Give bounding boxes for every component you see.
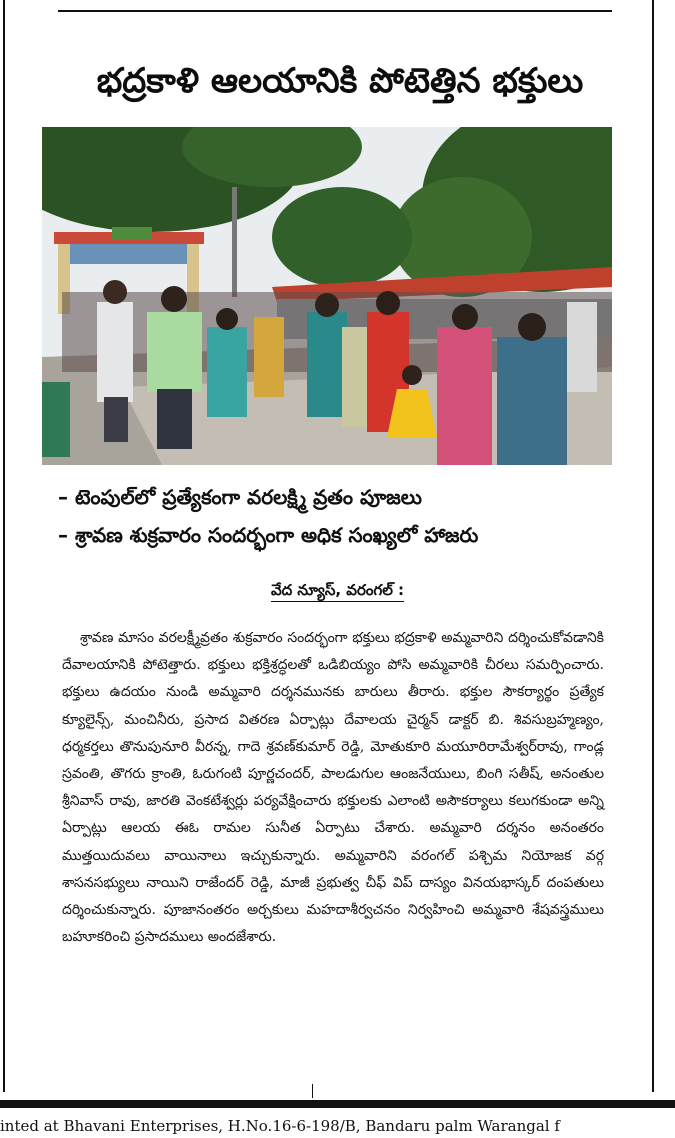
column-divider <box>312 1084 313 1098</box>
left-column-rule <box>3 0 5 1092</box>
article-headline: భద్రకాళి ఆలయానికి పోటెత్తిన భక్తులు <box>96 61 584 101</box>
highlights-list <box>58 478 648 554</box>
footer-band <box>0 1100 675 1108</box>
top-rule <box>58 10 612 12</box>
right-column-rule <box>652 0 654 1092</box>
imprint-line: inted at Bhavani Enterprises, H.No.16-6-198/B, Bandaru palm Warangal f <box>0 1117 560 1135</box>
article-body: శ్రావణ మాసం వరలక్ష్మీవ్రతం శుక్రవారం సందర్భంగా భక్తులు భద్రకాళి అమ్మవారిని దర్శించుకోవడానికి దేవాలయానికి పోటెత్తారు. భక్తులు భక్తిశ్రద్ధలతో ఒడిబియ్యం పోసి అమ్మవారికి చీరలు సమర్పించారు. భక్తులు ఉదయం నుండి అమ్మవారి దర్శనమునకు బారులు తీరారు. భక్తుల సౌకర్యార్థం ప్రత్యేక క్యూలైన్స్‌, మంచినీరు, ప్రసాద వితరణ ఏర్పాట్లు దేవాలయ చైర్మన్‌ డాక్టర్‌ బి. శివసుబ్రహ్మణ్యం, ధర్మకర్తలు తొనుపునూరి వీరన్న, గాదె శ్రవణ్‌కుమార్‌ రెడ్డి, మోతుకూరి మయూరిరామేశ్వర్‌రావు, గాండ్ల స్రవంతి, తొగరు క్రాంతి, ఓరుగంటి పూర్ణచందర్‌, పాలడుగుల ఆంజనేయులు, బింగి సతీష్‌, అనంతుల శ్రీనివాస్‌ రావు, జారతి వెంకటేశ్వర్లు పర్యవేక్షించారు భక్తులకు ఎలాంటి అసౌకర్యాలు కలుగకుండా అన్ని ఏర్పాట్లు ఆలయ ఈఓ రామల సునీత ఏర్పాటు చేశారు. అమ్మవారి దర్శనం అనంతరం ముత్తయిదువలు వాయినాలు ఇచ్చుకున్నారు. అమ్మవారిని వరంగల్‌ పశ్చిమ నియోజక వర్గ శాసనసభ్యులు నాయిని రాజేందర్‌ రెడ్డి, మాజీ ప్రభుత్వ చీఫ్‌ విప్‌ దాస్యం వినయభాస్కర్‌ దంపతులు దర్శించుకున్నారు. పూజానంతరం అర్చకులు మహదాశీర్వచనం నిర్వహించి అమ్మవారి శేషవస్త్రములు బహూకరించి ప్రసాదములు అందజేశారు. <box>62 630 604 946</box>
highlight-item: – టెంపుల్‌లో ప్రత్యేకంగా వరలక్ష్మి వ్రతం పూజలు <box>58 485 422 509</box>
article-photo <box>42 127 612 465</box>
highlight-item: – శ్రావణ శుక్రవారం సందర్భంగా అధిక సంఖ్యలో హాజరు <box>58 523 479 547</box>
byline-text: వేద న్యూస్‌, వరంగల్‌ : <box>271 581 404 602</box>
byline <box>0 580 675 603</box>
